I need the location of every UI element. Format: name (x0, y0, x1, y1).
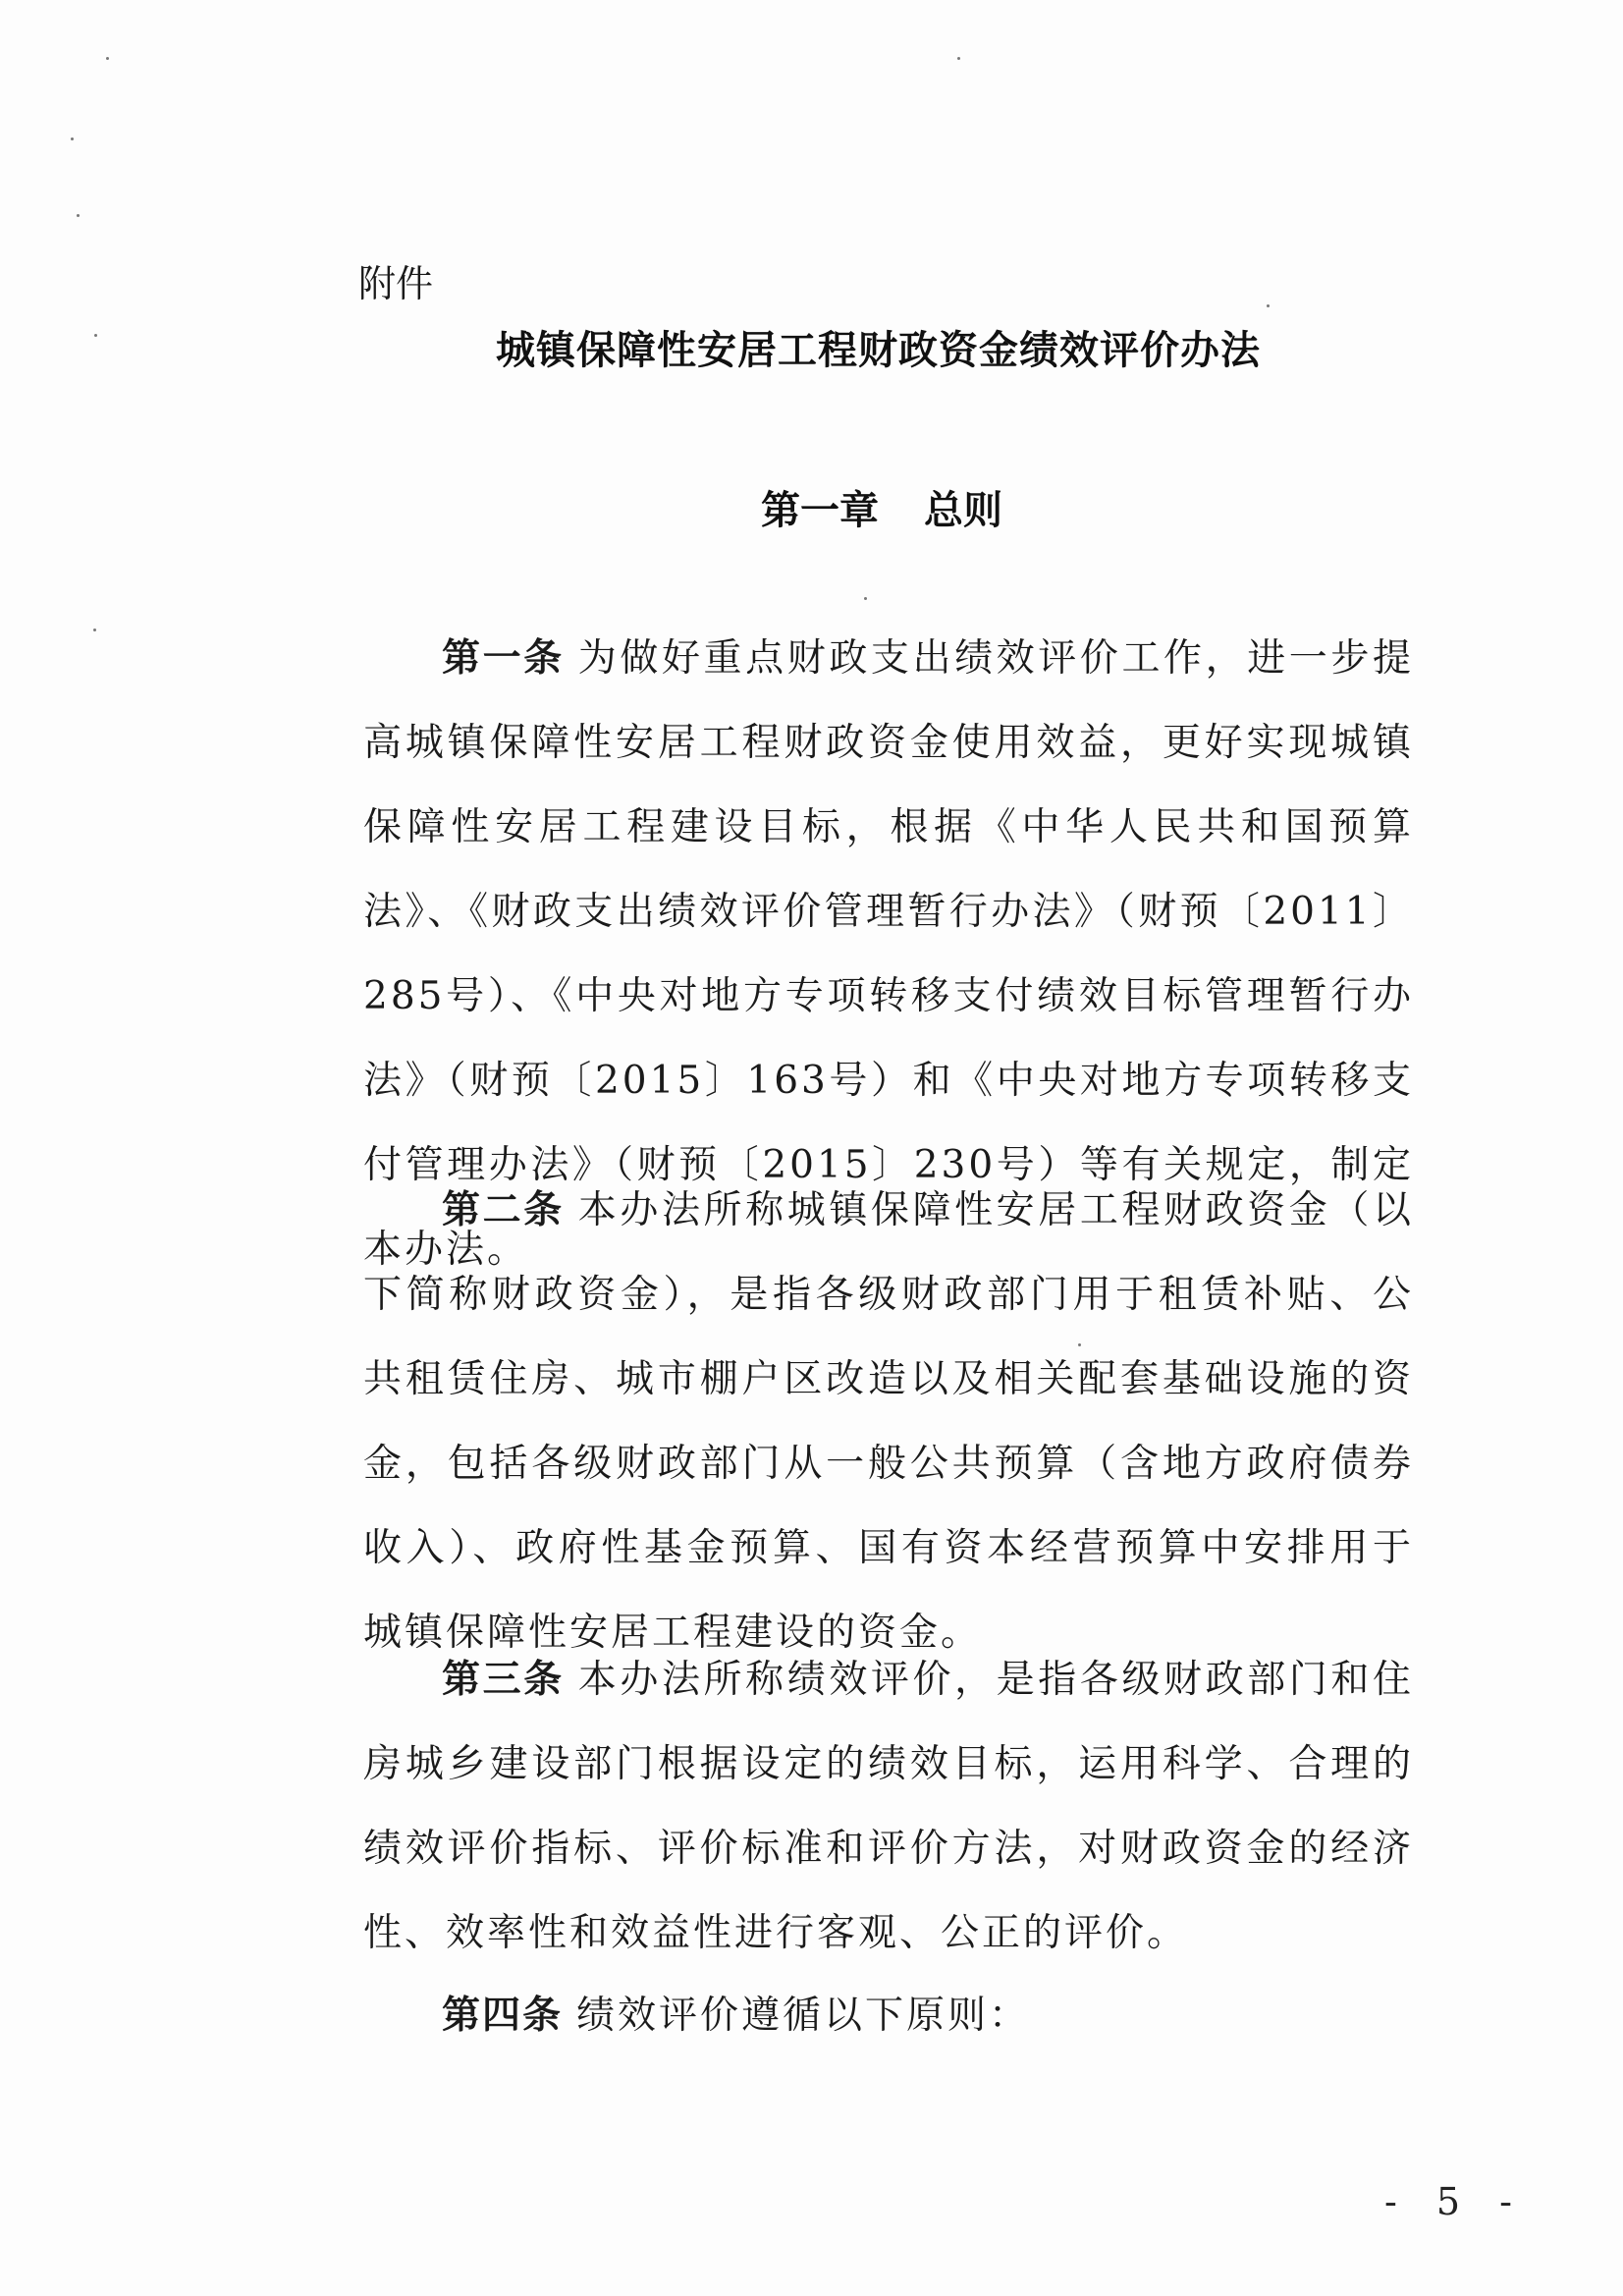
article-4-text: 绩效评价遵循以下原则： (576, 1994, 1031, 2038)
scan-speck (957, 57, 960, 60)
article-4-heading: 第四条 (442, 1994, 564, 2038)
chapter-number: 第一章 (761, 488, 879, 533)
article-2 (363, 1169, 1414, 1675)
scan-speck (1078, 1343, 1081, 1346)
page-number: - 5 - (1384, 2180, 1527, 2223)
article-2-text: 本办法所称城镇保障性安居工程财政资金（以下简称财政资金），是指各级财政部门用于租赁补贴、公共租赁住房、城市棚户区改造以及相关配套基础设施的资金，包括各级财政部门从一般公共预算（含地方政府债券收入）、政府性基金预算、国有资本经营预算中安排用于城镇保障性安居工程建设的资金。 (363, 1188, 1414, 1655)
article-3 (363, 1638, 1414, 1976)
article-4 (363, 1974, 1414, 2058)
article-3-heading: 第三条 (442, 1658, 565, 1702)
scan-speck (1267, 304, 1270, 307)
article-1-text: 为做好重点财政支出绩效评价工作，进一步提高城镇保障性安居工程财政资金使用效益，更好实现城镇保障性安居工程建设目标，根据《中华人民共和国预算法》、《财政支出绩效评价管理暂行办法》（财预〔2011〕285号）、《中央对地方专项转移支付绩效目标管理暂行办法》（财预〔2015〕163号）和《中央对地方专项转移支付管理办法》（财预〔2015〕230号）等有关规定，制定本办法。 (363, 636, 1414, 1272)
scan-speck (864, 597, 867, 600)
scan-speck (106, 57, 109, 60)
chapter-name: 总则 (924, 488, 1002, 533)
article-1-heading: 第一条 (442, 636, 565, 681)
scan-speck (94, 334, 97, 337)
scan-speck (71, 137, 74, 140)
attachment-label: 附件 (358, 262, 434, 305)
scan-speck (93, 629, 96, 631)
article-2-heading: 第二条 (442, 1188, 565, 1232)
document-title: 城镇保障性安居工程财政资金绩效评价办法 (496, 328, 1261, 373)
scan-speck (77, 214, 80, 217)
chapter-heading (761, 479, 1002, 535)
article-3-text: 本办法所称绩效评价，是指各级财政部门和住房城乡建设部门根据设定的绩效目标，运用科学、合理的绩效评价指标、评价标准和评价方法，对财政资金的经济性、效率性和效益性进行客观、公正的评价。 (363, 1658, 1414, 1955)
